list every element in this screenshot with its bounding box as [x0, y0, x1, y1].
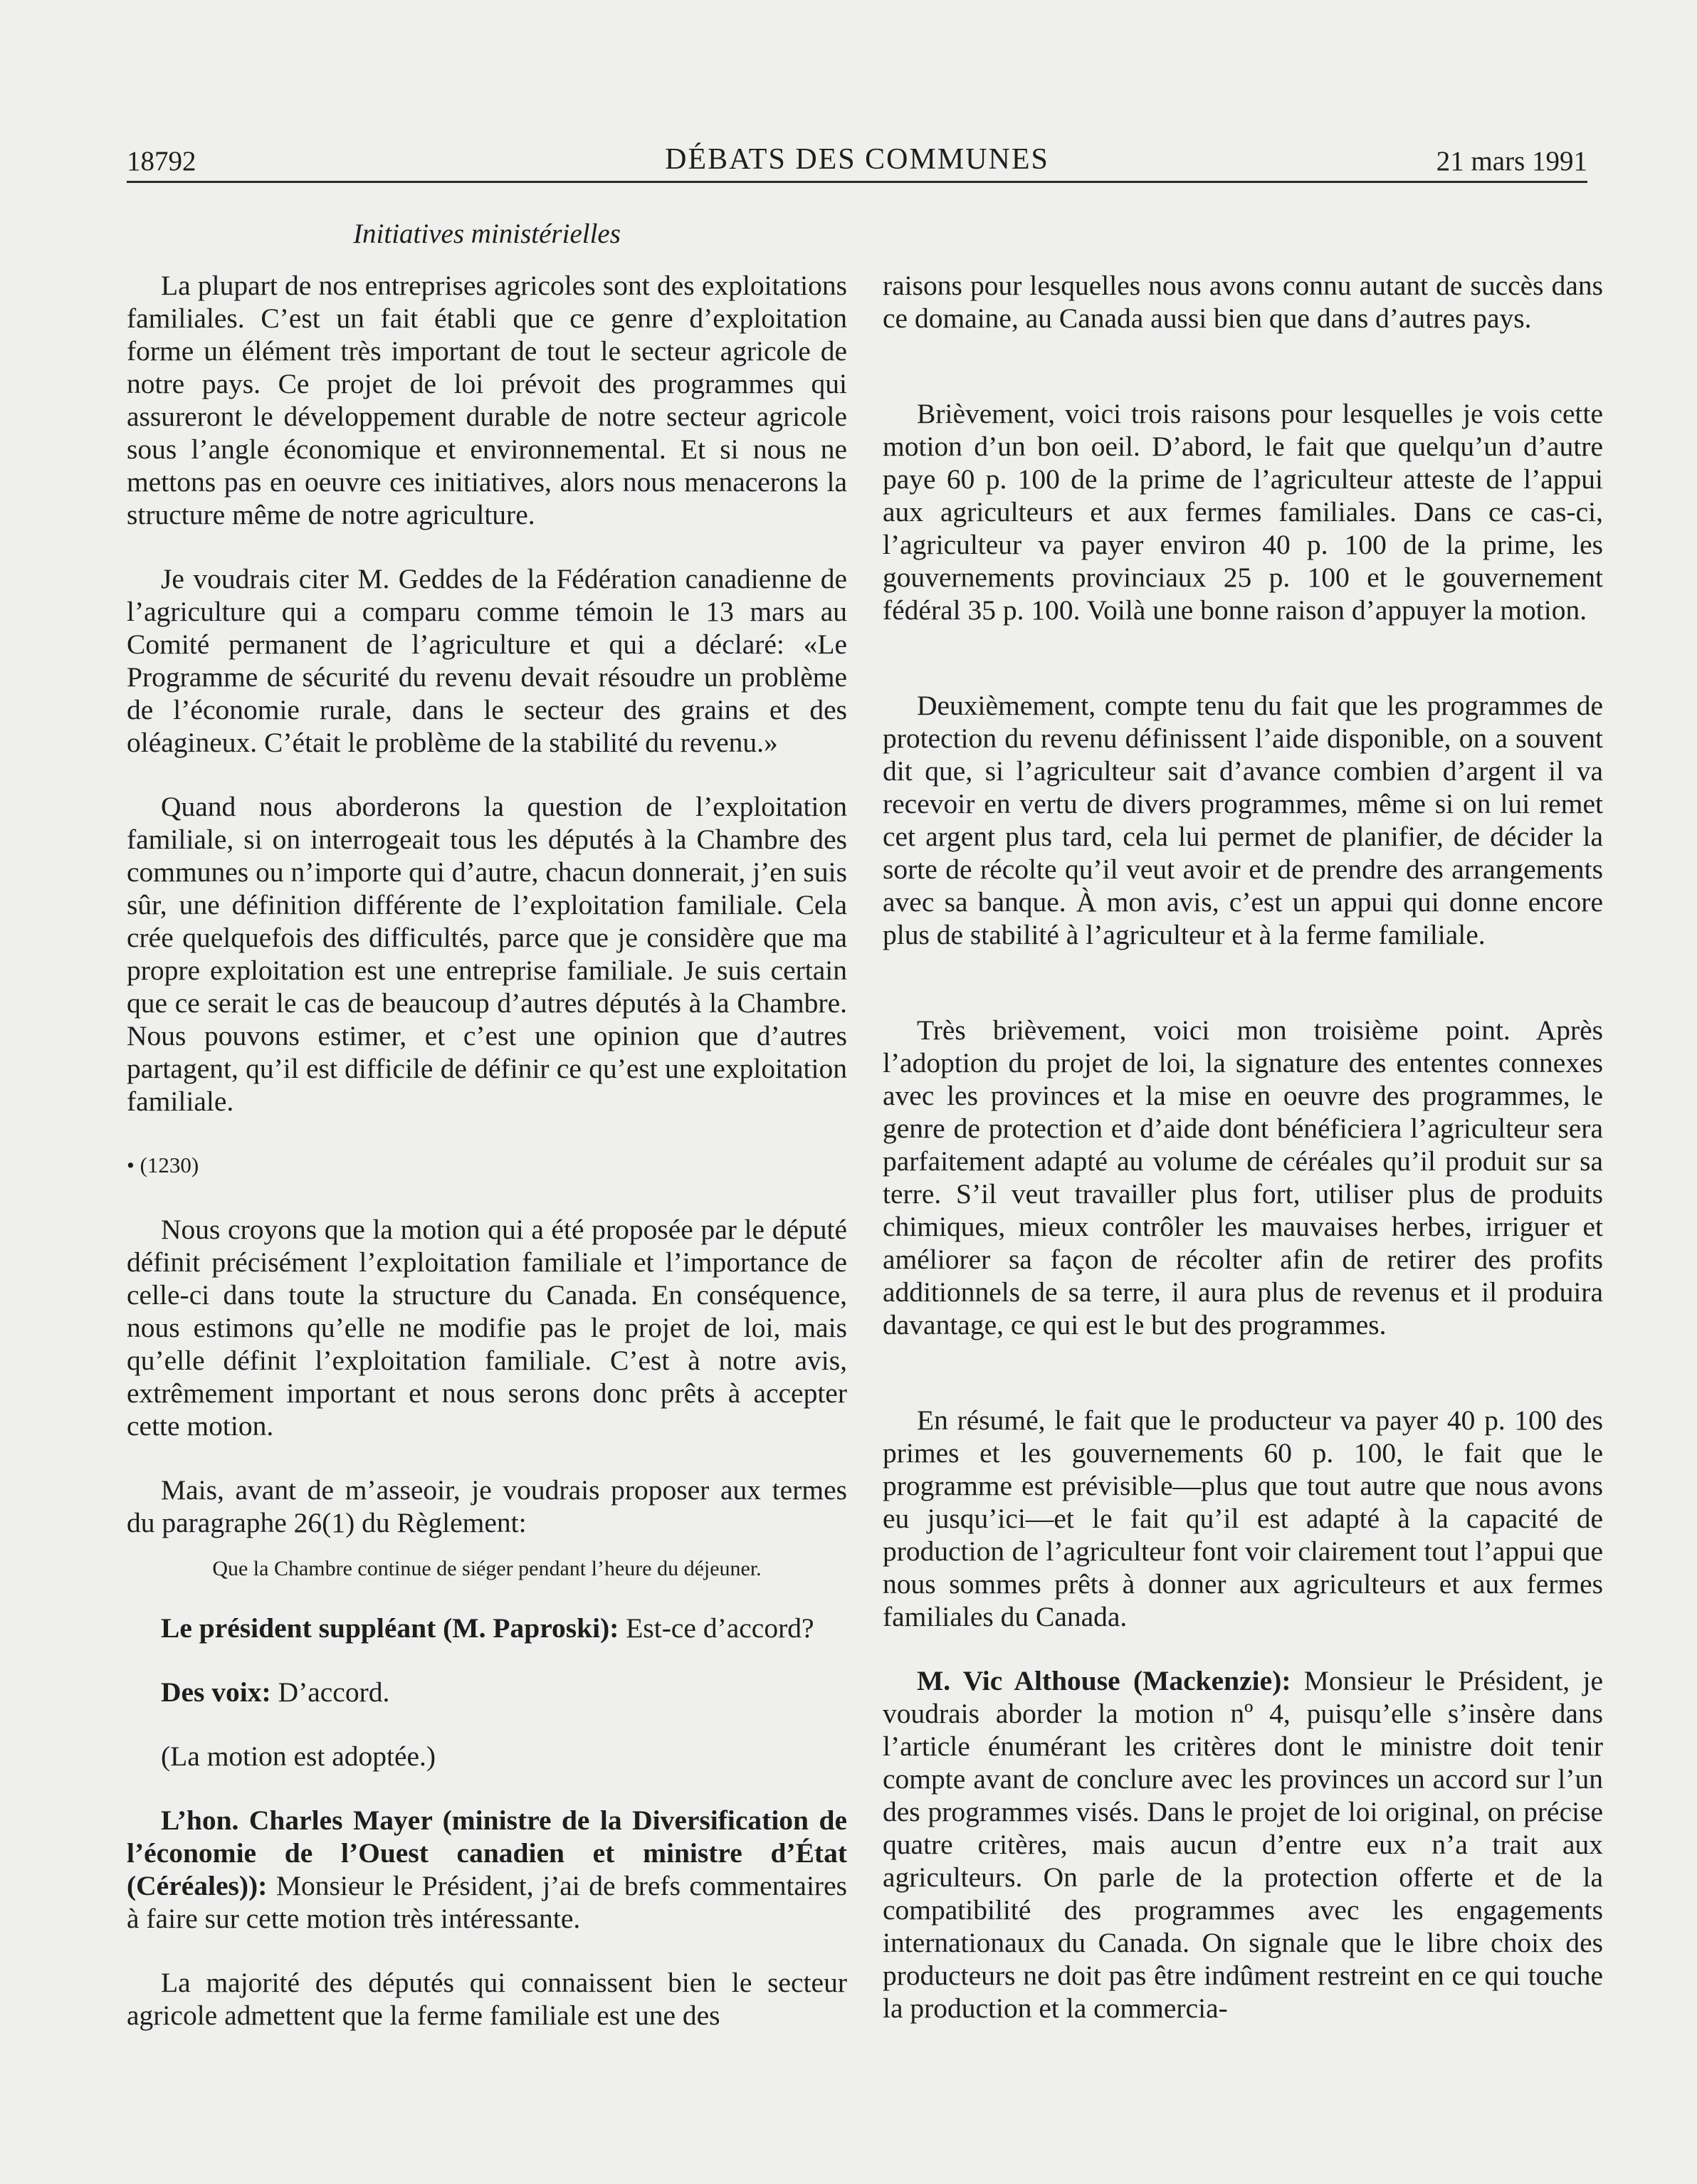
motion-quote: Que la Chambre continue de siéger pendant l’heure du déjeuner. — [212, 1557, 762, 1580]
speaker-name: Des voix: — [161, 1676, 271, 1708]
paragraph: La plupart de nos entreprises agricoles sont des exploitations familiales. C’est un fait établi que ce genre d’exploitation forme un élément très important de tout le secteur agricole de notre pays. Ce projet de loi prévoit des programmes qui assureront le développement durable de notre secteur agricole sous l’angle économique et environnemental. Et si nous ne mettons pas en oeuvre ces initiatives, alors nous menacerons la structure même de notre agriculture. — [127, 270, 847, 530]
paragraph: En résumé, le fait que le producteur va payer 40 p. 100 des primes et les gouvernements 60 p. 100, le fait que le programme est prévisible—plus que tout autre que nous avons eu jusqu’ici—et le fait qu’il est adapté à la capacité de production de l’agriculteur font voir clairement tout l’appui que nous sommes prêts à donner aux agriculteurs et aux fermes familiales du Canada. — [883, 1405, 1603, 1632]
speech — [127, 1676, 847, 1708]
procedural-note: (La motion est adoptée.) — [161, 1741, 436, 1772]
paragraph: Deuxièmement, compte tenu du fait que les programmes de protection du revenu définissent l’aide disponible, on a souvent dit que, si l’agriculteur sait d’avance combien d’argent il va recevoir en vertu de divers programmes, même si on lui remet cet argent plus tard, cela lui permet de planifier, de décider la sorte de récolte qu’il veut avoir et de prendre des arrangements avec sa banque. À mon avis, c’est un appui qui donne encore plus de stabilité à l’agriculteur et à la ferme familiale. — [883, 690, 1603, 950]
paragraph: Quand nous aborderons la question de l’exploitation familiale, si on interrogeait tous les députés à la Chambre des communes ou n’importe qui d’autre, chacun donnerait, j’en suis sûr, une définition différente de l’exploitation familiale. Cela crée quelquefois des difficultés, parce que je considère que ma propre exploitation est une entreprise familiale. Je suis certain que ce serait le cas de beaucoup d’autres députés à la Chambre. Nous pouvons estimer, et c’est une opinion que d’autres partagent, qu’il est difficile de définir ce qu’est une exploitation familiale. — [127, 791, 847, 1117]
publication-title: DÉBATS DES COMMUNES — [665, 143, 1049, 176]
speaker-name: L’hon. Charles Mayer (ministre de la Diversification de l’économie de l’Ouest canadien et ministre d’État (Céréales)): — [127, 1805, 847, 1901]
speaker-name: Le président suppléant (M. Paproski): — [161, 1612, 619, 1644]
paragraph: raisons pour lesquelles nous avons connu autant de succès dans ce domaine, au Canada aussi bien que dans d’autres pays. — [883, 270, 1603, 334]
paragraph: Je voudrais citer M. Geddes de la Fédération canadienne de l’agriculture qui a comparu comme témoin le 13 mars au Comité permanent de l’agriculture et qui a déclaré: «Le Programme de sécurité du revenu devait résoudre un problème de l’économie rurale, dans le secteur des grains et des oléagineux. C’était le problème de la stabilité du revenu.» — [127, 563, 847, 758]
paragraph: Brièvement, voici trois raisons pour lesquelles je vois cette motion d’un bon oeil. D’abord, le fait que quelqu’un d’autre paye 60 p. 100 de la prime de l’agriculteur atteste de l’appui aux agriculteurs et aux fermes familiales. Dans ce cas-ci, l’agriculteur va payer environ 40 p. 100 de la prime, les gouvernements provinciaux 25 p. 100 et le gouvernement fédéral 35 p. 100. Voilà une bonne raison d’appuyer la motion. — [883, 398, 1603, 626]
speech-text: Monsieur le Président, je voudrais aborder la motion nº 4, puisqu’elle s’insère dans l’article énumérant les critères dont le ministre doit tenir compte avant de conclure avec les provinces un accord sur l’un des programmes visés. Dans le projet de loi original, on précise quatre critères, mais aucun d’entre eux n’a trait aux agriculteurs. On parle de la protection offerte et de la compatibilité des programmes avec les engagements internationaux du Canada. On signale que le libre choix des producteurs ne doit pas être indûment restreint en ce qui touche la production et la commercia- — [883, 1665, 1603, 2024]
paragraph: Très brièvement, voici mon troisième point. Après l’adoption du projet de loi, la signature des ententes connexes avec les provinces et la mise en oeuvre des programmes, le genre de protection et d’aide dont bénéficiera l’agriculteur sera parfaitement adapté au volume de céréales qu’il produit sur sa terre. S’il veut travailler plus fort, utiliser plus de produits chimiques, mieux contrôler les mauvaises herbes, irriguer et améliorer sa façon de récolter afin de retirer des profits additionnels de sa terre, il aura plus de revenus et il produira davantage, ce qui est le but des programmes. — [883, 1014, 1603, 1340]
page-number: 18792 — [127, 146, 196, 177]
publication-date: 21 mars 1991 — [1436, 146, 1587, 177]
paragraph: La majorité des députés qui connaissent bien le secteur agricole admettent que la ferme familiale est une des — [127, 1967, 847, 2031]
speech-text: Monsieur le Président, j’ai de brefs commentaires à faire sur cette motion très intéressante. — [127, 1870, 847, 1934]
left-column — [127, 269, 847, 2063]
speech — [883, 1664, 1603, 2025]
section-title: Initiatives ministérielles — [353, 219, 621, 249]
time-marker: • (1230) — [127, 1153, 199, 1177]
page-header — [127, 140, 1587, 183]
paragraph: Mais, avant de m’asseoir, je voudrais proposer aux termes du paragraphe 26(1) du Règlement: — [127, 1474, 847, 1538]
paragraph: Nous croyons que la motion qui a été proposée par le député définit précisément l’exploitation familiale et l’importance de celle-ci dans toute la structure du Canada. En conséquence, nous estimons qu’elle ne modifie pas le projet de loi, mais qu’elle définit l’exploitation familiale. C’est à notre avis, extrêmement important et nous serons donc prêts à accepter cette motion. — [127, 1214, 847, 1442]
speech-text: Est-ce d’accord? — [619, 1612, 814, 1644]
speaker-name: M. Vic Althouse (Mackenzie): — [917, 1665, 1291, 1696]
speech-text: D’accord. — [270, 1676, 390, 1708]
speech — [127, 1804, 847, 1935]
speech — [127, 1612, 847, 1644]
right-column — [883, 269, 1603, 2056]
